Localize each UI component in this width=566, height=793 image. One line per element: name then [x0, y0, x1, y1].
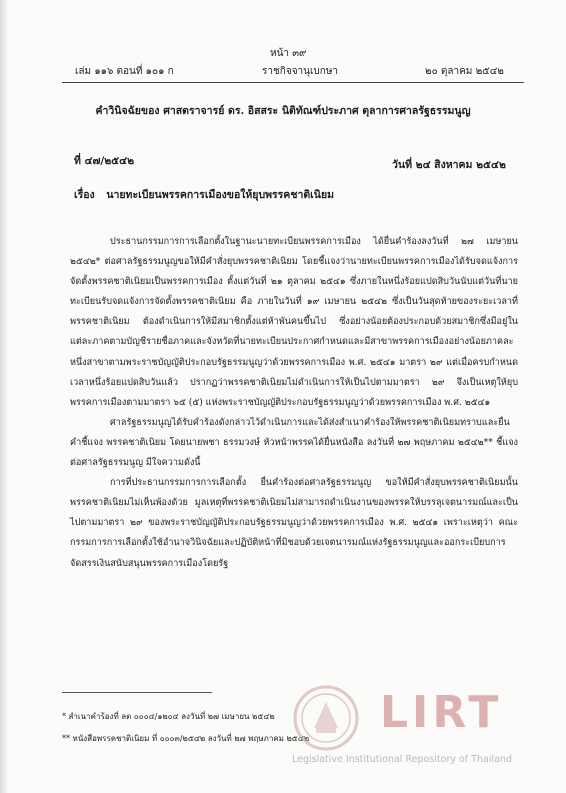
paragraph-party-argument: การที่ประธานกรรมการการเลือกตั้ง ยื่นคำร้องต่อศาลรัฐธรรมนูญ ขอให้มีคำสั่งยุบพรรคชาติเนิยมนั้น พรรคชาติเนิยมไม่เห็นพ้องด้วย มูลเหตุที่พรรคชาติเนิยมไม่สามารถดำเนินงานของพรรคให้บรรลุเจตนารมณ์และเป็นไปตามมาตรา ๒๙ ของพระราชบัญญัติประกอบรัฐธรรมนูญว่าด้วยพรรคการเมือง พ.ศ. ๒๕๔๑ เพราะเหตุว่า คณะกรรมการการเลือกตั้งใช้อำนาจวินิจฉัยและปฏิบัติหน้าที่มิชอบด้วยเจตนารมณ์แห่งรัฐธรรมนูญและออกระเบียบการจัดสรรเงินสนับสนุนพรรคการเมืองโดยรัฐ	[70, 478, 518, 569]
footnote-rule	[62, 692, 212, 693]
decision-date: วันที่ ๒๔ สิงหาคม ๒๕๔๒	[392, 159, 506, 171]
paragraph-petition: ประธานกรรมการการเลือกตั้งในฐานะนายทะเบียนพรรคการเมือง ได้ยื่นคำร้องลงวันที่ ๒๗ เมษายน ๒๕๔๒* ต่อศาลรัฐธรรมนูญขอให้มีคำสั่งยุบพรรคชาติเนิยม โดยชี้แจงว่านายทะเบียนพรรคการเมืองได้รับจดแจ้งการจัดตั้งพรรคชาติเนิยมเป็นพรรคการเมือง ตั้งแต่วันที่ ๒๑ ตุลาคม ๒๕๔๑ ซึ่งภายในหนึ่งร้อยแปดสิบวันนับแต่วันที่นายทะเบียนรับจดแจ้งการจัดตั้งพรรคชาติเนิยม คือ ภายในวันที่ ๑๙ เมษายน ๒๕๔๒ ซึ่งเป็นวันสุดท้ายของระยะเวลาที่พรรคชาติเนิยม ต้องดำเนินการให้มีสมาชิกตั้งแต่ห้าพันคนขึ้นไป ซึ่งอย่างน้อยต้องประกอบด้วยสมาชิกซึ่งมีอยู่ในแต่ละภาคตามบัญชีรายชื่อภาคและจังหวัดที่นายทะเบียนประกาศกำหนดและมีสาขาพรรคการเมืองอย่างน้อยภาคละหนึ่งสาขาตามพระราชบัญญัติประกอบรัฐธรรมนูญว่าด้วยพรรคการเมือง พ.ศ. ๒๕๔๑ มาตรา ๒๙ แต่เมื่อครบกำหนดเวลาหนึ่งร้อยแปดสิบวันแล้ว ปรากฏว่าพรรคชาติเนิยมไม่ดำเนินการให้เป็นไปตามมาตรา ๒๙ จึงเป็นเหตุให้ยุบพรรคการเมืองตามมาตรา ๖๕ (๕) แห่งพระราชบัญญัติประกอบรัฐธรรมนูญว่าด้วยพรรคการเมือง พ.ศ. ๒๕๔๑	[70, 237, 518, 408]
footnote-1: * สำเนาคำร้องที่ ลต ๐๐๐๔/๑๒๐๔ ลงวันที่ ๒๗ เมษายน ๒๕๔๒	[62, 712, 275, 721]
parliament-seal-icon	[292, 684, 360, 752]
document-body	[70, 232, 518, 574]
lirt-logo: LIRT	[380, 687, 503, 738]
gazette-name: ราชกิจจานุเบกษา	[262, 66, 339, 77]
gazette-date: ๒๐ ตุลาคม ๒๕๔๒	[425, 66, 504, 77]
lirt-subtitle: Legislative Institutional Repository of Thailand	[292, 754, 512, 765]
footnote-2: ** หนังสือพรรคชาติเนิยม ที่ ๐๐๐๓/๒๕๔๒ ลงวันที่ ๒๗ พฤษภาคม ๒๕๔๒	[62, 734, 310, 743]
decision-number: ที่ ๔๗/๒๕๔๒	[74, 155, 134, 167]
subject-line	[74, 186, 334, 203]
subject-text: นายทะเบียนพรรคการเมืองขอให้ยุบพรรคชาติเนิยม	[106, 189, 335, 201]
gazette-volume: เล่ม ๑๑๖ ตอนที่ ๑๐๑ ก	[75, 66, 174, 77]
page-number: หน้า ๓๙	[270, 48, 307, 59]
paragraph-court-response: ศาลรัฐธรรมนูญได้รับคำร้องดังกล่าวไว้ดำเนินการและได้ส่งสำเนาคำร้องให้พรรคชาติเนิยมทราบและยื่นคำชี้แจง พรรคชาติเนิยม โดยนายพชา ธรรมวงษ์ หัวหน้าพรรคได้ยื่นหนังสือ ลงวันที่ ๒๗ พฤษภาคม ๒๕๔๒** ชี้แจงต่อศาลรัฐธรรมนูญ มีใจความดังนี้	[70, 417, 518, 469]
subject-label: เรื่อง	[74, 189, 95, 201]
header-rule	[62, 82, 524, 83]
document-title: คำวินิจฉัยของ ศาสตราจารย์ ดร. อิสสระ นิติทัณฑ์ประภาศ ตุลาการศาลรัฐธรรมนูญ	[95, 105, 471, 117]
